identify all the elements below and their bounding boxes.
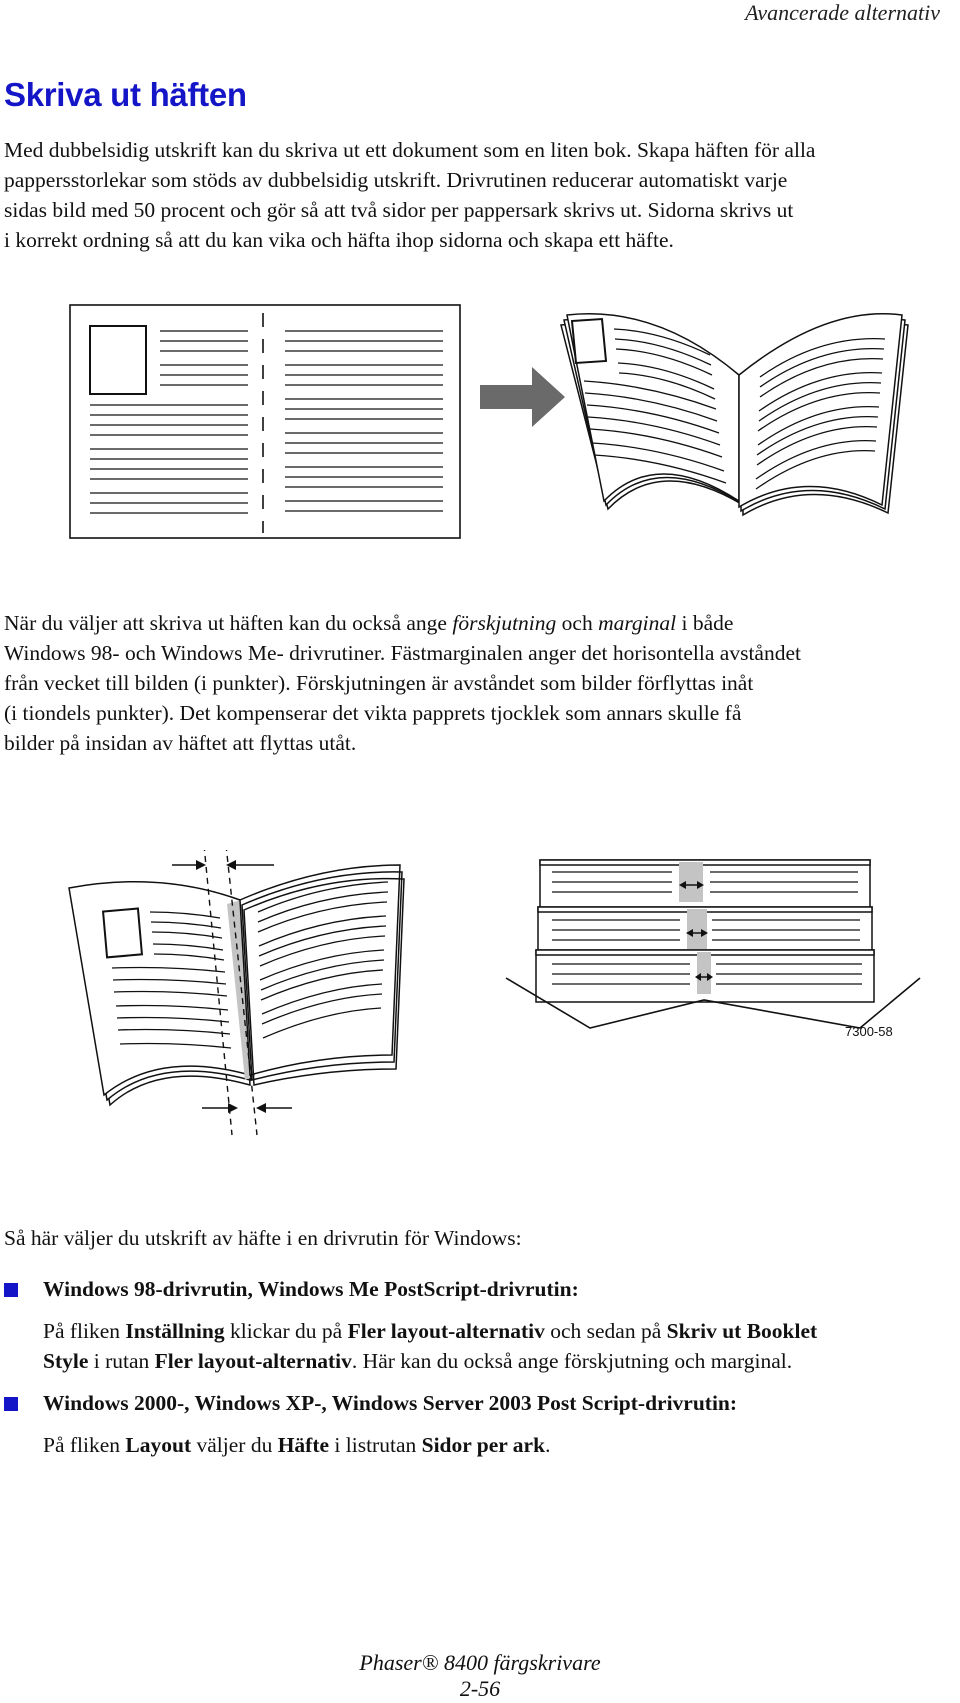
intro-line: i korrekt ordning så att du kan vika och häfta ihop sidorna och skapa ett häfte. (4, 228, 674, 252)
text: och sedan på (544, 1319, 667, 1343)
bullet-marker (4, 1283, 18, 1297)
flat-sheet (70, 305, 460, 538)
tab-name: Layout (125, 1433, 192, 1457)
emphasis-creep: förskjutning (452, 611, 557, 635)
stacked-sheets (506, 860, 920, 1028)
creep-illustration (0, 850, 960, 1180)
creep-line: från vecket till bilden (i punkter). Förskjutningen är avståndet som bilder förflyttas inåt (4, 671, 754, 695)
creep-line (4, 608, 954, 638)
item2-heading: Windows 2000-, Windows XP-, Windows Server 2003 Post Script-drivrutin: (43, 1391, 738, 1415)
footer-product: Phaser® 8400 färgskrivare (359, 1650, 601, 1675)
option-name: Fler layout-alternativ (347, 1319, 545, 1343)
text: På fliken (43, 1319, 126, 1343)
creep-text: När du väljer att skriva ut häften kan du också ange (4, 611, 453, 635)
howto-intro (4, 1223, 954, 1253)
text: . (545, 1433, 551, 1457)
item1-line1 (43, 1316, 817, 1346)
text: På fliken (43, 1433, 126, 1457)
emphasis-margin: marginal (598, 611, 677, 635)
open-booklet-creep (69, 865, 404, 1105)
right-arrow-icon (480, 367, 565, 427)
intro-paragraph (4, 135, 954, 255)
intro-line: pappersstorlekar som stöds av dubbelsidig utskrift. Drivrutinen reducerar automatiskt varje (4, 168, 788, 192)
option-name: Sidor per ark (421, 1433, 546, 1457)
intro-line: Med dubbelsidig utskrift kan du skriva ut ett dokument som en liten bok. Skapa häften för alla (4, 138, 816, 162)
intro-line: sidas bild med 50 procent och gör så att två sidor per pappersark skrivs ut. Sidorna skrivs ut (4, 198, 794, 222)
creep-paragraph (4, 608, 954, 758)
howto-intro-text: Så här väljer du utskrift av häfte i en drivrutin för Windows: (4, 1226, 522, 1250)
running-header: Avancerade alternativ (745, 0, 940, 25)
creep-line: Windows 98- och Windows Me- drivrutiner. Fästmarginalen anger det horisontella avståndet (4, 641, 801, 665)
text: i listrutan (329, 1433, 422, 1457)
option-name: Skriv ut Booklet (666, 1319, 818, 1343)
creep-line: (i tiondels punkter). Det kompenserar det vikta papprets tjocklek som annars skulle få (4, 701, 742, 725)
bullet-marker (4, 1397, 18, 1411)
option-name: Häfte (277, 1433, 330, 1457)
text: . Här kan du också ange förskjutning och marginal. (351, 1349, 793, 1373)
page-title: Skriva ut häften (4, 76, 247, 113)
text: väljer du (191, 1433, 278, 1457)
text: klickar du på (224, 1319, 348, 1343)
figure-label: 7300-58 (845, 1024, 893, 1039)
option-name: Style (43, 1349, 89, 1373)
creep-line: bilder på insidan av häftet att flyttas utåt. (4, 731, 357, 755)
creep-text: i både (676, 611, 734, 635)
option-name: Fler layout-alternativ (154, 1349, 352, 1373)
footer-page-number: 2-56 (459, 1676, 501, 1701)
item1-line2 (43, 1346, 792, 1376)
item2-line1 (43, 1430, 550, 1460)
text: i rutan (88, 1349, 155, 1373)
item1-heading: Windows 98-drivrutin, Windows Me PostScript-drivrutin: (43, 1277, 579, 1301)
tab-name: Inställning (125, 1319, 225, 1343)
creep-text: och (556, 611, 599, 635)
booklet-illustration (0, 285, 960, 555)
open-booklet (561, 314, 908, 515)
